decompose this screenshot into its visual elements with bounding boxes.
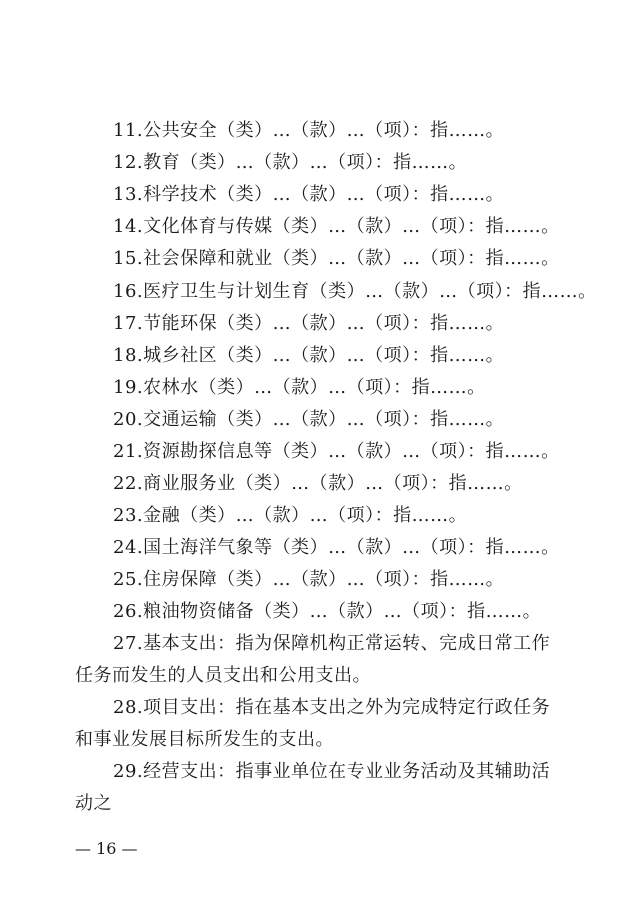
list-item-23: 23.金融（类）…（款）…（项）：指……。 (113, 505, 468, 526)
list-item-12: 12.教育（类）…（款）…（项）：指……。 (113, 152, 468, 173)
paragraph-29-text: 29.经营支出：指事业单位在专业业务活动及其辅助活动之 (75, 761, 551, 814)
list-item-16: 16.医疗卫生与计划生育（类）…（款）…（项）：指……。 (113, 281, 597, 302)
list-item-18: 18.城乡社区（类）…（款）…（项）：指……。 (113, 345, 505, 366)
list-item-11: 11.公共安全（类）…（款）…（项）：指……。 (113, 120, 505, 141)
list-item-14: 14.文化体育与传媒（类）…（款）…（项）：指……。 (113, 216, 560, 237)
list-item-13: 13.科学技术（类）…（款）…（项）：指……。 (113, 184, 505, 205)
list-item-20: 20.交通运输（类）…（款）…（项）：指……。 (113, 409, 505, 430)
list-item-17: 17.节能环保（类）…（款）…（项）：指……。 (113, 313, 505, 334)
list-item-15: 15.社会保障和就业（类）…（款）…（项）：指……。 (113, 248, 560, 269)
paragraph-29 (75, 756, 559, 820)
list-item-26: 26.粮油物资储备（类）…（款）…（项）：指……。 (113, 601, 542, 622)
paragraph-27-text: 27.基本支出：指为保障机构正常运转、完成日常工作任务而发生的人员支出和公用支出。 (75, 633, 551, 686)
list-item-19: 19.农林水（类）…（款）…（项）：指……。 (113, 377, 486, 398)
page-number: — 16 — (75, 839, 138, 858)
list-item-22: 22.商业服务业（类）…（款）…（项）：指……。 (113, 473, 523, 494)
paragraph-28 (75, 692, 559, 756)
list-item-24: 24.国土海洋气象等（类）…（款）…（项）：指……。 (113, 537, 560, 558)
list-item-25: 25.住房保障（类）…（款）…（项）：指……。 (113, 569, 505, 590)
list-item-21: 21.资源勘探信息等（类）…（款）…（项）：指……。 (113, 441, 560, 462)
paragraph-27 (75, 628, 559, 692)
paragraph-28-text: 28.项目支出：指在基本支出之外为完成特定行政任务和事业发展目标所发生的支出。 (75, 697, 551, 750)
